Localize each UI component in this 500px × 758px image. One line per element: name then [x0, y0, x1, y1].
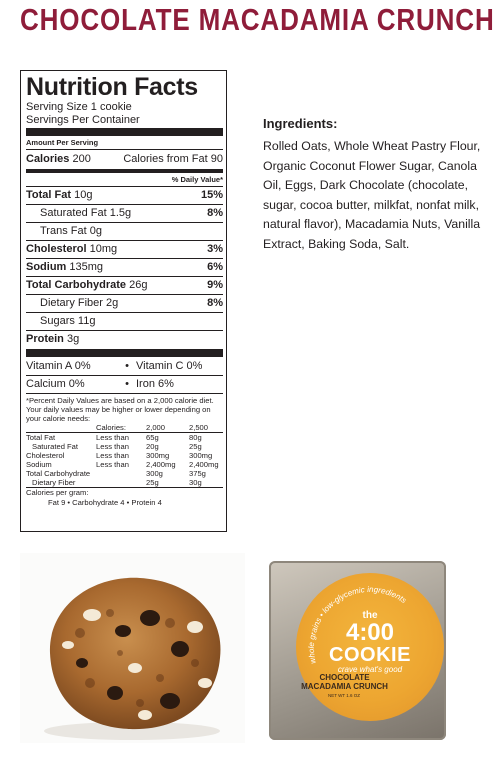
calcium: Calcium 0%	[26, 378, 85, 390]
nutrient-row-total-fat: Total Fat 10g 15%	[26, 186, 223, 204]
iron: Iron 6%	[136, 378, 174, 390]
mineral-row	[26, 375, 223, 393]
amount-per-serving: Amount Per Serving	[26, 138, 99, 147]
nutrient-row-trans-fat: Trans Fat 0g	[26, 222, 223, 240]
nutrient-row-cholesterol: Cholesterol 10mg 3%	[26, 240, 223, 258]
package-photo	[260, 553, 492, 751]
nutrient-row-sodium: Sodium 135mg 6%	[26, 258, 223, 276]
bullet: •	[125, 378, 129, 390]
product-title: CHOCOLATE MACADAMIA CRUNCH	[20, 2, 495, 37]
package-flavor: CHOCOLATE MACADAMIA CRUNCH	[301, 673, 388, 691]
calories-row	[26, 150, 223, 168]
table-row: Cholesterol Less than 300mg 300mg	[26, 451, 213, 460]
nutrient-row-dietary-fiber: Dietary Fiber 2g 8%	[26, 294, 223, 312]
cookie-photo	[20, 553, 245, 743]
brand-logo: the 4:00 COOKIE crave what's good	[329, 610, 411, 674]
serving-size: Serving Size 1 cookie	[26, 101, 132, 113]
divider-thick	[26, 349, 223, 357]
divider-medium	[26, 169, 223, 173]
calories-per-gram-values: Fat 9 • Carbohydrate 4 • Protein 4	[48, 498, 162, 507]
table-header-row: Calories: 2,000 2,500	[26, 423, 223, 433]
nutrition-facts-label	[20, 70, 227, 532]
calories-per-gram-label: Calories per gram:	[26, 488, 89, 497]
cookie-package	[269, 561, 446, 740]
package-label	[296, 573, 444, 721]
vitamins-block	[26, 358, 223, 393]
table-row: Dietary Fiber 25g 30g	[26, 478, 223, 488]
nutrition-facts-heading: Nutrition Facts	[26, 73, 198, 101]
cookie-image	[20, 553, 245, 743]
nutrient-row-sugars: Sugars 11g	[26, 312, 223, 330]
divider	[26, 393, 223, 394]
ingredients-text: Rolled Oats, Whole Wheat Pastry Flour, Organic Coconut Flower Sugar, Canola Oil, Eggs, Dark Chocolate (chocolate, sugar, cocoa butter, milkfat, nonfat milk, natural flavor), Macadamia Nuts, Vanilla Extract, Baking Soda, Salt.	[263, 139, 481, 251]
servings-per-container: Servings Per Container	[26, 114, 140, 126]
nutrient-row-saturated-fat: Saturated Fat 1.5g 8%	[26, 204, 223, 222]
svg-text:whole grains • low-glycemic in: whole grains • low-glycemic ingredients	[306, 584, 409, 665]
calories-label: Calories	[26, 153, 70, 165]
vitamin-row	[26, 358, 223, 375]
calories-from-fat: Calories from Fat 90	[123, 153, 223, 165]
ingredients-heading: Ingredients:	[263, 116, 338, 131]
daily-values-table	[26, 423, 223, 488]
table-row: Sodium Less than 2,400mg 2,400mg	[26, 460, 219, 469]
nutrient-row-protein: Protein 3g	[26, 330, 223, 348]
nutrient-row-total-carbohydrate: Total Carbohydrate 26g 9%	[26, 276, 223, 294]
net-weight: NET WT 1.6 OZ	[327, 693, 361, 698]
vitamin-c: Vitamin C 0%	[136, 360, 203, 372]
table-row: Saturated Fat Less than 20g 25g	[32, 442, 202, 451]
daily-values-footnote: *Percent Daily Values are based on a 2,000 calorie diet. Your daily values may be higher or lower depending on your calorie needs:	[26, 396, 214, 423]
vitamin-a: Vitamin A 0%	[26, 360, 91, 372]
ingredients-block	[263, 115, 488, 254]
bullet: •	[125, 360, 129, 372]
table-row: Total Carbohydrate 300g 375g	[26, 469, 206, 478]
table-row: Total Fat Less than 65g 80g	[26, 433, 202, 442]
calories-value: 200	[72, 153, 91, 165]
divider-thick	[26, 128, 223, 136]
daily-value-header: % Daily Value*	[171, 175, 223, 184]
